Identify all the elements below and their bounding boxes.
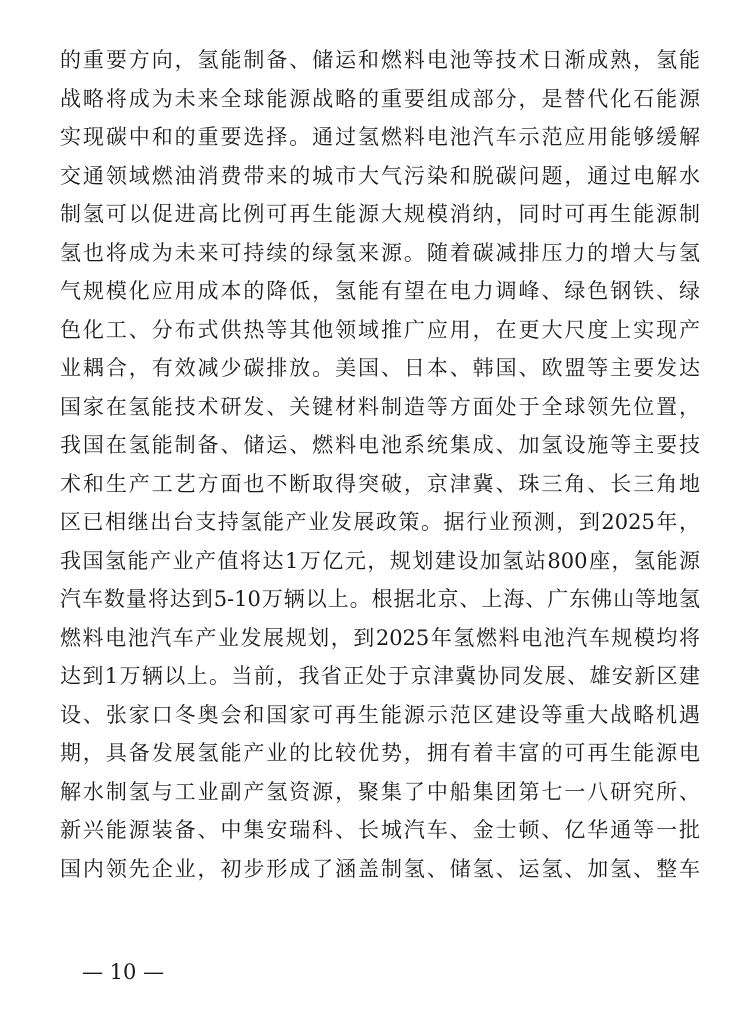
text-line: 实现碳中和的重要选择。通过氢燃料电池汽车示范应用能够缓解 xyxy=(60,125,700,149)
text-line: 设、张家口冬奥会和国家可再生能源示范区建设等重大战略机遇 xyxy=(60,702,700,727)
text-line: 达到1万辆以上。当前，我省正处于京津冀协同发展、雄安新区建 xyxy=(60,664,700,688)
text-line: 新兴能源装备、中集安瑞科、长城汽车、金士顿、亿华通等一批 xyxy=(60,818,700,842)
text-line: 区已相继出台支持氢能产业发展政策。据行业预测，到2025年， xyxy=(60,510,700,534)
text-line: 国内领先企业，初步形成了涵盖制氢、储氢、运氢、加氢、整车 xyxy=(60,856,700,881)
text-line: 业耦合，有效减少碳排放。美国、日本、韩国、欧盟等主要发达 xyxy=(60,356,700,380)
text-line: 战略将成为未来全球能源战略的重要组成部分，是替代化石能源 xyxy=(60,86,700,111)
text-line: 我国氢能产业产值将达1万亿元，规划建设加氢站800座，氢能源 xyxy=(60,548,700,573)
text-line: 燃料电池汽车产业发展规划，到2025年氢燃料电池汽车规模均将 xyxy=(60,625,700,650)
text-line: 汽车数量将达到5-10万辆以上。根据北京、上海、广东佛山等地氢 xyxy=(60,587,700,611)
text-line: 的重要方向，氢能制备、储运和燃料电池等技术日渐成熟，氢能 xyxy=(60,48,700,72)
text-line: 国家在氢能技术研发、关键材料制造等方面处于全球领先位置， xyxy=(60,394,700,419)
text-line: 制氢可以促进高比例可再生能源大规模消纳，同时可再生能源制 xyxy=(60,202,700,226)
text-line: 术和生产工艺方面也不断取得突破，京津冀、珠三角、长三角地 xyxy=(60,471,700,496)
text-line: 解水制氢与工业副产氢资源，聚集了中船集团第七一八研究所、 xyxy=(60,779,700,804)
text-line: 气规模化应用成本的降低，氢能有望在电力调峰、绿色钢铁、绿 xyxy=(60,279,700,303)
body-paragraph xyxy=(60,41,700,888)
text-line: 期，具备发展氢能产业的比较优势，拥有着丰富的可再生能源电 xyxy=(60,741,700,765)
text-line: 交通领域燃油消费带来的城市大气污染和脱碳问题，通过电解水 xyxy=(60,163,700,188)
text-line: 我国在氢能制备、储运、燃料电池系统集成、加氢设施等主要技 xyxy=(60,433,700,457)
text-line: 氢也将成为未来可持续的绿氢来源。随着碳减排压力的增大与氢 xyxy=(60,240,700,265)
text-line: 色化工、分布式供热等其他领域推广应用，在更大尺度上实现产 xyxy=(60,317,700,342)
page-number: — 10 — xyxy=(82,960,165,984)
